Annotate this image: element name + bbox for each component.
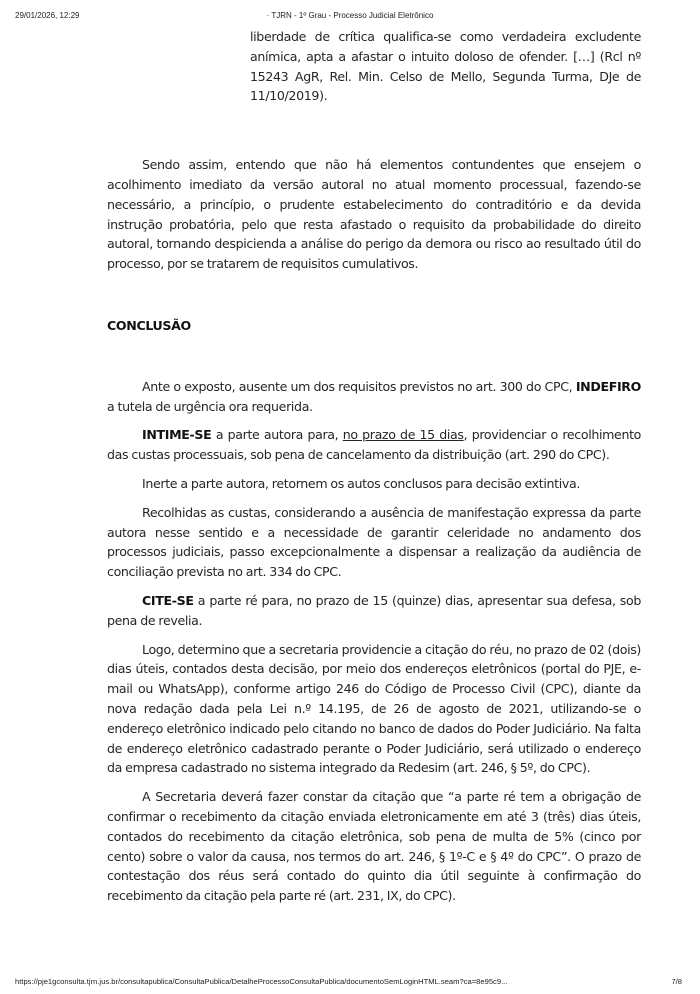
paragraph-recolhidas: Recolhidas as custas, considerando a ausência de manifestação expressa da parte autora nesse sentido e a necessidade de garantir celeridade no andamento dos processos judiciais, passo excepcionalmente a dispensar a realização da audiência de conciliação prevista no art. 334 do CPC.: [107, 504, 641, 580]
paragraph-cite-se: [107, 591, 641, 631]
print-url: https://pje1gconsulta.tjrn.jus.br/consultapublica/ConsultaPublica/DetalheProcessoConsultaPublica/documentoSemLoginHTML.seam?ca=8e95c9...: [15, 977, 508, 986]
paragraph-intime-se: [107, 425, 641, 465]
print-header: [0, 11, 700, 23]
cite-rest: a parte ré para, no prazo de 15 (quinze) dias, apresentar sua defesa, sob pena de revelia.: [107, 592, 641, 628]
indefiro-keyword: INDEFIRO: [575, 378, 641, 394]
ante-rest: a tutela de urgência ora requerida.: [107, 398, 313, 414]
paragraph-secretaria: A Secretaria deverá fazer constar da citação que “a parte ré tem a obrigação de confirmar o recebimento da citação enviada eletronicamente em até 3 (três) dias úteis, contados do recebimento da citação eletrônica, sob pena de multa de 5% (cinco por cento) sobre o valor da causa, nos termos do art. 246, § 1º-C e § 4º do CPC”. O prazo de contestação dos réus será contado do quinto dia útil seguinte à confirmação do recebimento da citação pela parte ré (art. 231, IX, do CPC).: [107, 789, 641, 904]
paragraph-ante-exposto: [107, 377, 641, 417]
document-body: [107, 27, 641, 906]
print-datetime: 29/01/2026, 12:29: [15, 11, 80, 20]
paragraph-inerte: Inerte a parte autora, retornem os autos conclusos para decisão extintiva.: [142, 475, 580, 491]
deadline-underlined: no prazo de 15 dias: [342, 427, 464, 443]
jurisprudence-quote: liberdade de crítica qualifica-se como verdadeira excludente anímica, apta a afastar o intuito doloso de ofender. […] (Rcl nº 15243 AgR, Rel. Min. Celso de Mello, Segunda Turma, DJe de 11/10/2019).: [250, 29, 641, 104]
cite-se-keyword: CITE-SE: [142, 592, 194, 608]
paragraph-reasoning: Sendo assim, entendo que não há elementos contundentes que ensejem o acolhimento imediato da versão autoral no atual momento processual, fazendo-se necessário, a princípio, o prudente estabelecimento do contraditório e da devida instrução probatória, pelo que resta afastado o requisito da probabilidade do direito autoral, tornando despicienda a análise do perigo da demora ou risco ao resultado útil do processo, por se tratarem de requisitos cumulativos.: [107, 157, 641, 272]
ante-text: Ante o exposto, ausente um dos requisitos previstos no art. 300 do CPC,: [142, 378, 573, 394]
intime-pre: a parte autora para,: [215, 427, 339, 443]
print-footer: [0, 977, 700, 989]
page-indicator: 7/8: [671, 977, 682, 986]
paragraph-logo-determino: Logo, determino que a secretaria providencie a citação do réu, no prazo de 02 (dois) dias úteis, contados desta decisão, por meio dos endereços eletrônicos (portal do PJE, e-mail ou WhatsApp), conforme artigo 246 do Código de Processo Civil (CPC), diante da nova redação dada pela Lei n.º 14.195, de 26 de agosto de 2021, utilizando-se o endereço eletrônico indicado pelo citando no banco de dados do Poder Judiciário. Na falta de endereço eletrônico cadastrado perante o Poder Judiciário, será utilizado o endereço da empresa cadastrado no sistema integrado da Redesim (art. 246, § 5º, do CPC).: [107, 641, 641, 776]
intime-post: , providenciar o recolhimento das custas processuais, sob pena de cancelamento da distribuição (art. 290 do CPC).: [107, 427, 642, 463]
intime-se-keyword: INTIME-SE: [142, 427, 212, 443]
section-heading-conclusion: CONCLUSÃO: [107, 317, 191, 333]
print-page-title: · TJRN - 1º Grau - Processo Judicial Eletrônico: [266, 11, 434, 20]
